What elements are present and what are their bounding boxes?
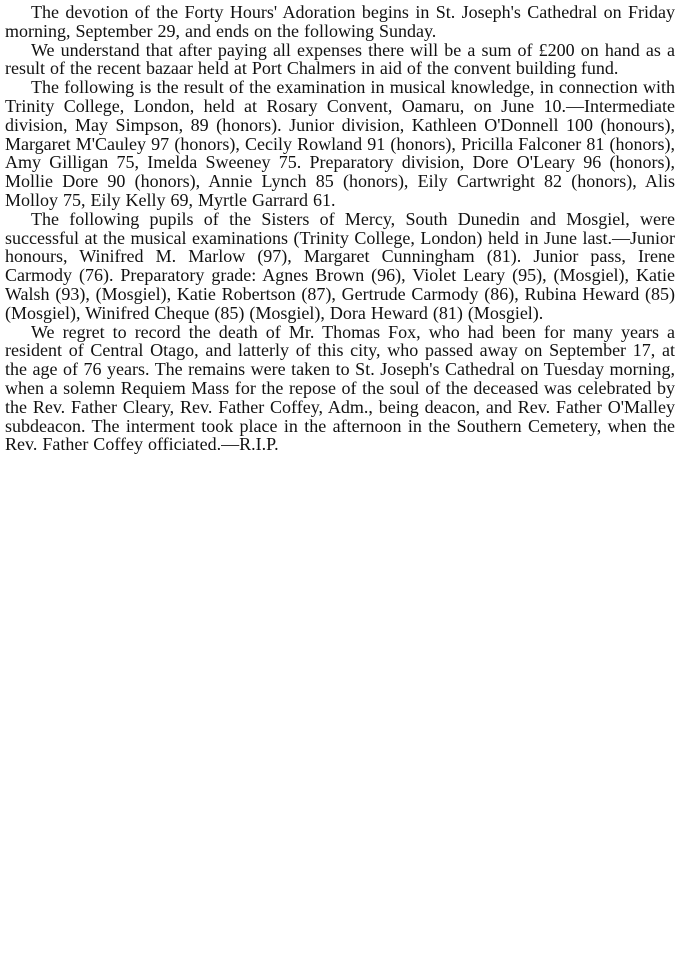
paragraph-bazaar-proceeds: We understand that after paying all expenses there will be a sum of £200 on hand as a result of the recent bazaar held at Port Chalmers in aid of the convent building fund. bbox=[5, 39, 675, 79]
paragraph-sisters-of-mercy-exam-results: The following pupils of the Sisters of Mercy, South Dunedin and Mosgiel, were successful at the musical examinations (Trinity College, London) held in June last.—Junior honours, Winifred M. Marlow (97), Margaret Cunningham (81). Junior pass, Irene Carmody (76). Preparatory grade: Agnes Brown (96), Violet Leary (95), (Mosgiel), Katie Walsh (93), (Mosgiel), Katie Robertson (87), Gertrude Carmody (86), Rubina Heward (85) (Mosgiel), Winifred Cheque (85) (Mosgiel), Dora Heward (81) (Mosgiel). bbox=[5, 208, 675, 323]
paragraph-obituary-thomas-fox: We regret to record the death of Mr. Thomas Fox, who had been for many years a resident of Central Otago, and latterly of this city, who passed away on September 17, at the age of 76 years. The remains were taken to St. Joseph's Cathedral on Tuesday morning, when a solemn Requiem Mass for the repose of the soul of the deceased was celebrated by the Rev. Father Cleary, Rev. Father Coffey, Adm., being deacon, and Rev. Father O'Malley subdeacon. The interment took place in the afternoon in the Southern Cemetery, when the Rev. Father Coffey officiated.—R.I.P. bbox=[5, 321, 675, 455]
paragraph-forty-hours-adoration: The devotion of the Forty Hours' Adoration begins in St. Joseph's Cathedral on Friday morning, September 29, and ends on the following Sunday. bbox=[5, 2, 675, 41]
paragraph-rosary-convent-exam-results: The following is the result of the examination in musical knowledge, in connection with Trinity College, London, held at Rosary Convent, Oamaru, on June 10.—Intermediate division, May Simpson, 89 (honors). Junior division, Kathleen O'Donnell 100 (honours), Margaret M'Cauley 97 (honors), Cecily Rowland 91 (honors), Pricilla Falconer 81 (honors), Amy Gilligan 75, Imelda Sweeney 75. Preparatory division, Dore O'Leary 96 (honors), Mollie Dore 90 (honors), Annie Lynch 85 (honors), Eily Cartwright 82 (honors), Alis Molloy 75, Eily Kelly 69, Myrtle Garrard 61. bbox=[5, 77, 675, 210]
